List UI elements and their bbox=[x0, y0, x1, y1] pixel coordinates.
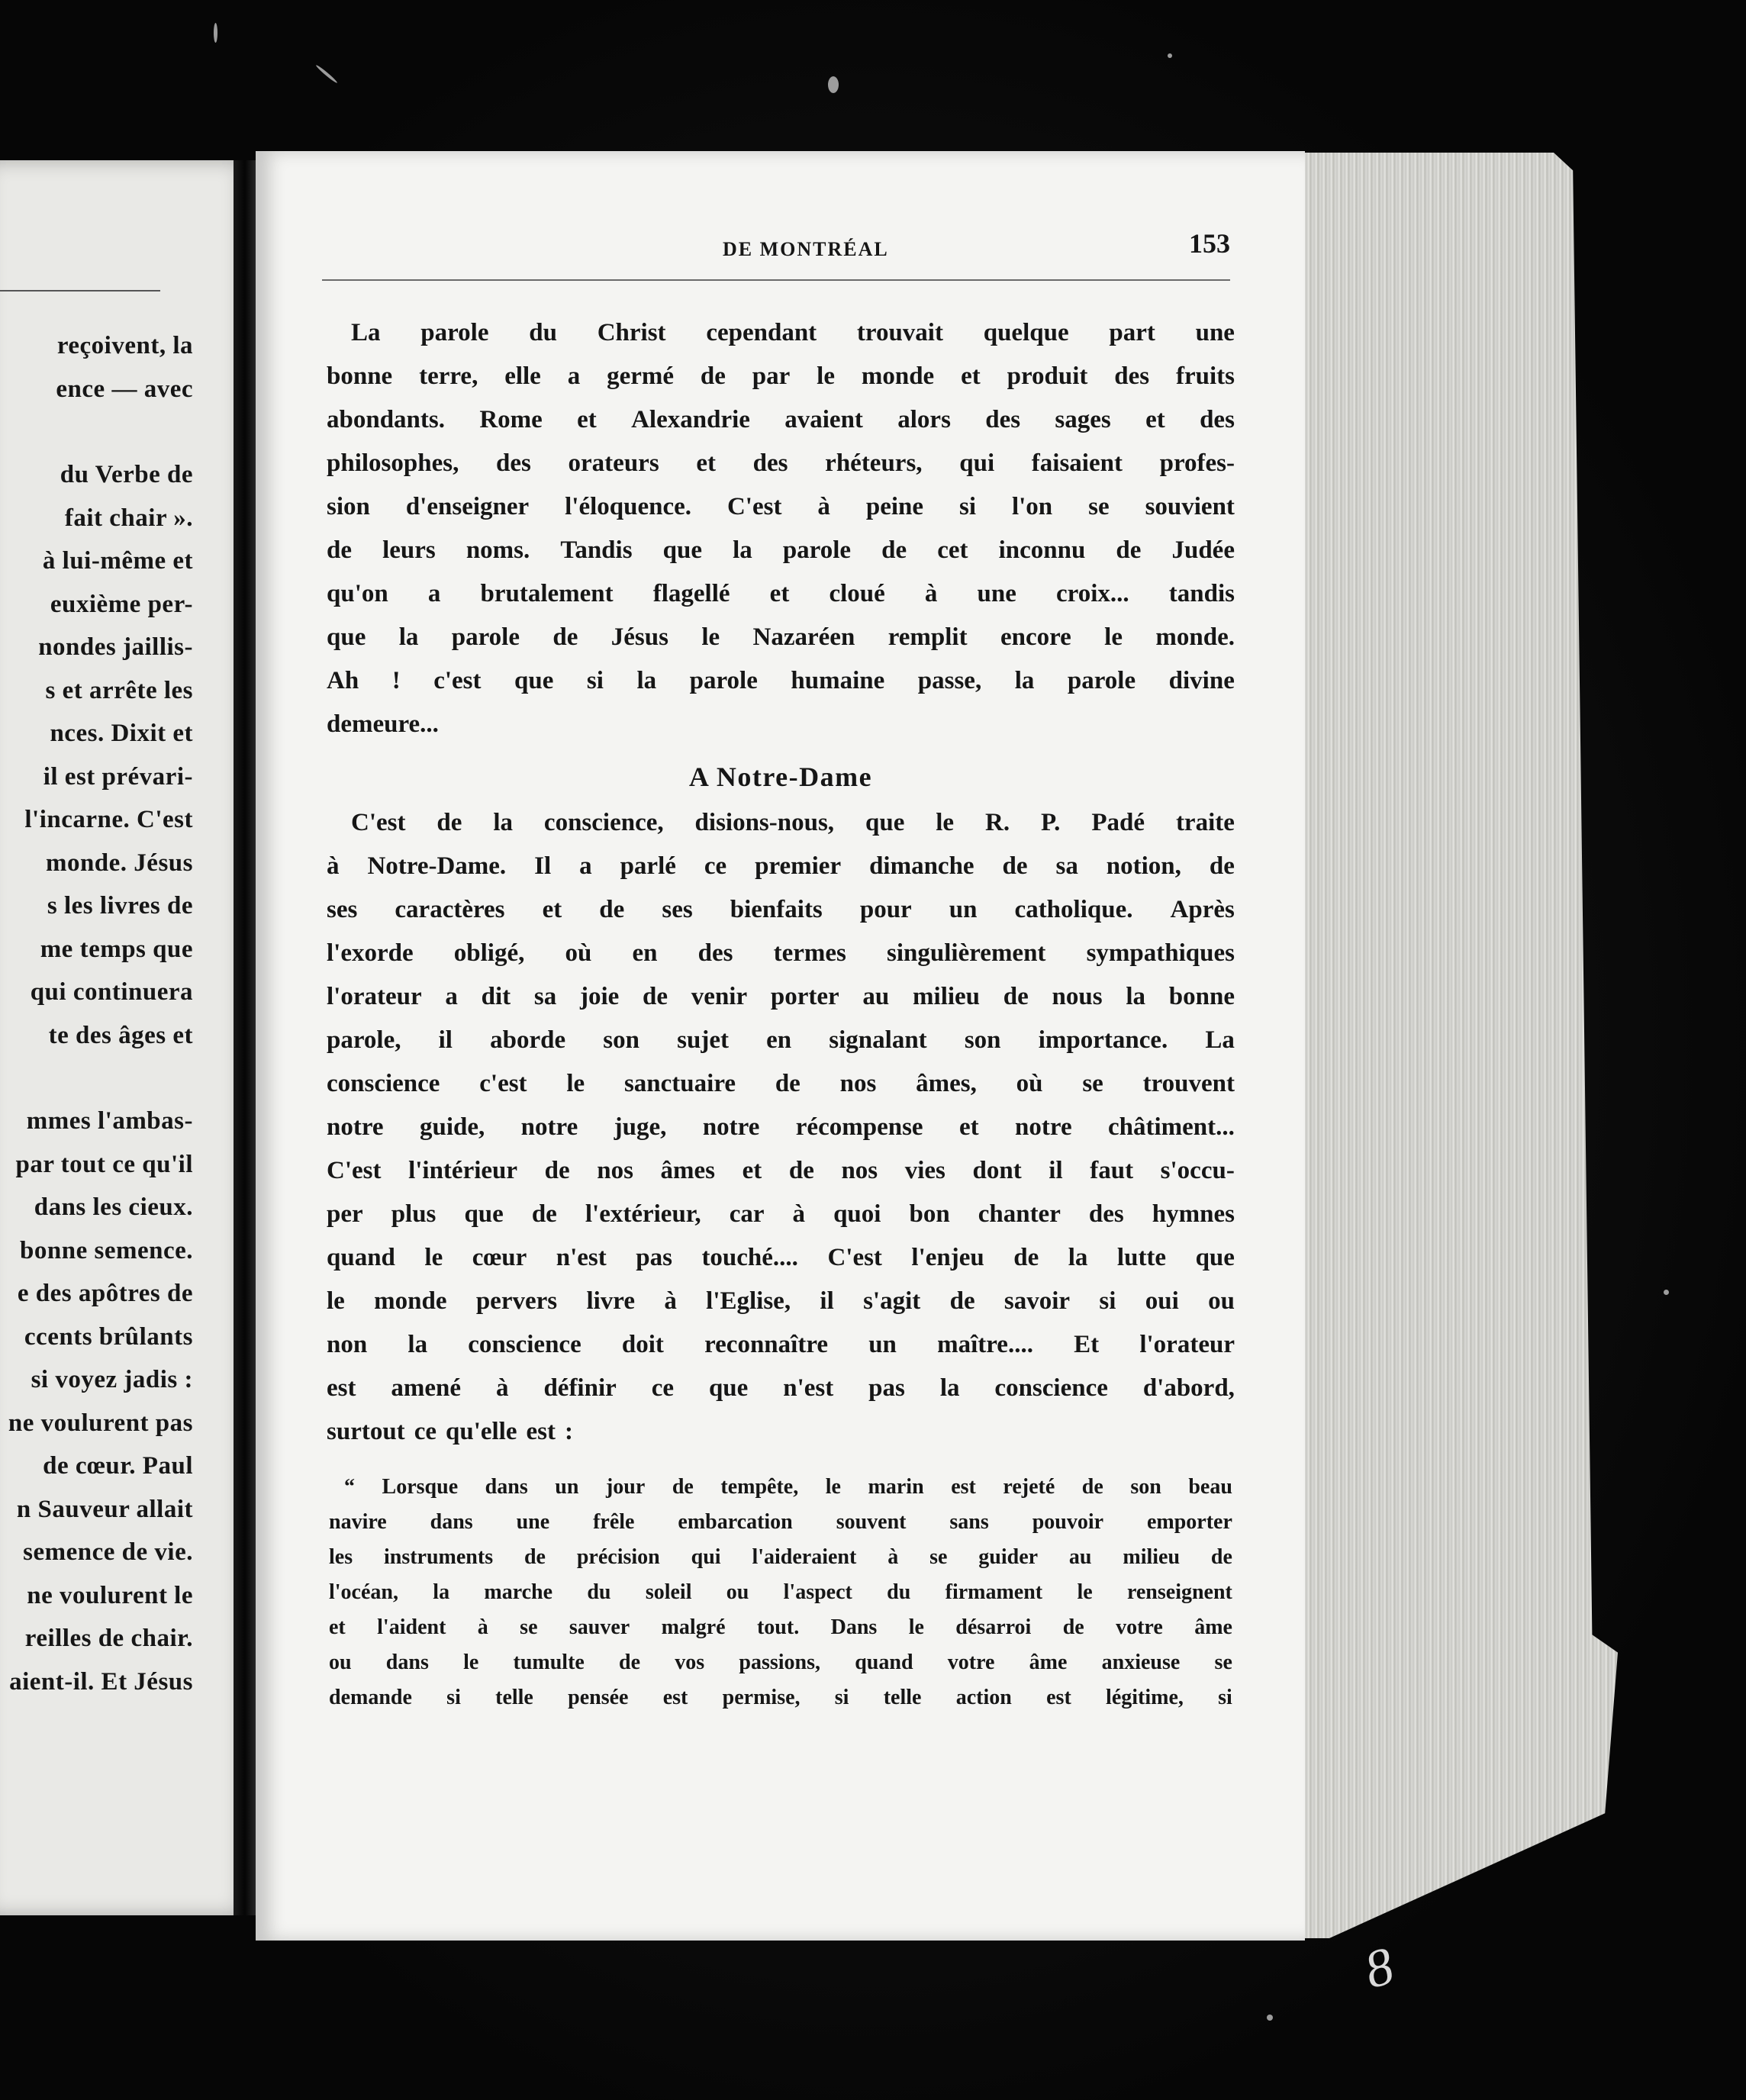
left-text-line bbox=[0, 411, 193, 453]
text-line: La parole du Christ cependant trouvait quelque part une bbox=[351, 319, 1235, 346]
text-line: surtout ce qu'elle est : bbox=[327, 1418, 573, 1445]
section-heading: A Notre-Dame bbox=[688, 762, 873, 792]
text-line: non la conscience doit reconnaître un maître.... Et l'orateur bbox=[327, 1331, 1235, 1358]
left-text-line: s les livres de bbox=[47, 892, 193, 920]
left-text-line: par tout ce qu'il bbox=[15, 1150, 193, 1178]
book-gutter bbox=[234, 160, 256, 1915]
left-text-line: nondes jaillis- bbox=[38, 633, 193, 661]
left-text-line: euxième per- bbox=[50, 590, 193, 618]
right-page bbox=[256, 151, 1305, 1941]
quotation bbox=[329, 1475, 1232, 1721]
text-line: demande si telle pensée est permise, si telle action est légitime, si bbox=[329, 1686, 1232, 1709]
text-line: le monde pervers livre à l'Eglise, il s'agit de savoir si oui ou bbox=[327, 1287, 1235, 1315]
left-text-line: te des âges et bbox=[48, 1021, 193, 1049]
dust-speck bbox=[214, 23, 217, 43]
text-line: Ah ! c'est que si la parole humaine passe, la parole divine bbox=[327, 667, 1235, 694]
text-line: que la parole de Jésus le Nazaréen remplit encore le monde. bbox=[327, 623, 1235, 651]
page-edges bbox=[1297, 153, 1618, 1938]
text-line: ou dans le tumulte de vos passions, quand votre âme anxieuse se bbox=[329, 1651, 1232, 1674]
left-header-rule bbox=[0, 290, 160, 291]
left-page bbox=[0, 160, 256, 1915]
left-text-line: mmes l'ambas- bbox=[26, 1107, 193, 1135]
text-line: les instruments de précision qui l'aideraient à se guider au milieu de bbox=[329, 1545, 1232, 1569]
left-text-line: il est prévari- bbox=[43, 762, 193, 791]
left-text-line: fait chair ». bbox=[64, 504, 193, 532]
paragraph bbox=[327, 809, 1235, 1461]
left-text-line: à lui-même et bbox=[42, 547, 193, 575]
left-text-line: si voyez jadis : bbox=[31, 1366, 193, 1393]
text-line: l'orateur a dit sa joie de venir porter au milieu de nous la bonne bbox=[327, 983, 1235, 1010]
text-line: quand le cœur n'est pas touché.... C'est l'enjeu de la lutte que bbox=[327, 1244, 1235, 1271]
text-line: demeure... bbox=[327, 710, 439, 738]
left-text-line: ne voulurent pas bbox=[8, 1409, 193, 1437]
text-line: conscience c'est le sanctuaire de nos âmes, où se trouvent bbox=[327, 1070, 1235, 1097]
left-text-line bbox=[0, 1057, 193, 1100]
left-text-line: du Verbe de bbox=[60, 461, 193, 488]
left-text-line: qui continuera bbox=[30, 978, 193, 1006]
paragraph bbox=[327, 319, 1235, 754]
body-text bbox=[327, 319, 1235, 1461]
text-line: qu'on a brutalement flagellé et cloué à une croix... tandis bbox=[327, 580, 1235, 607]
left-text-line: de cœur. Paul bbox=[43, 1452, 193, 1480]
text-line: notre guide, notre juge, notre récompense et notre châtiment... bbox=[327, 1113, 1235, 1141]
left-text-line: bonne semence. bbox=[20, 1236, 193, 1264]
dust-speck bbox=[1664, 1290, 1669, 1295]
pencil-mark: 8 bbox=[1358, 1936, 1400, 2001]
dust-speck bbox=[1267, 2015, 1273, 2021]
left-text-line: ccents brûlants bbox=[24, 1322, 193, 1351]
text-line: C'est l'intérieur de nos âmes et de nos vies dont il faut s'occu- bbox=[327, 1157, 1235, 1184]
text-line: per plus que de l'extérieur, car à quoi bon chanter des hymnes bbox=[327, 1200, 1235, 1228]
text-line: sion d'enseigner l'éloquence. C'est à peine si l'on se souvient bbox=[327, 493, 1235, 520]
left-text-line: l'incarne. C'est bbox=[24, 806, 193, 833]
text-line: ses caractères et de ses bienfaits pour un catholique. Après bbox=[327, 896, 1235, 923]
left-text-line: s et arrête les bbox=[45, 676, 193, 704]
text-line: est amené à définir ce que n'est pas la conscience d'abord, bbox=[327, 1374, 1235, 1402]
left-text-line: monde. Jésus bbox=[45, 849, 193, 877]
text-line: parole, il aborde son sujet en signalant son importance. La bbox=[327, 1026, 1235, 1054]
left-text-line: me temps que bbox=[40, 935, 193, 963]
left-text-line: semence de vie. bbox=[23, 1538, 193, 1566]
dust-speck bbox=[828, 76, 839, 93]
left-text-line: reilles de chair. bbox=[24, 1625, 193, 1652]
running-title: DE MONTRÉAL bbox=[723, 238, 889, 260]
text-line: philosophes, des orateurs et des rhéteurs, qui faisaient profes- bbox=[327, 449, 1235, 477]
left-text-line: ne voulurent le bbox=[27, 1581, 193, 1609]
left-text-line: n Sauveur allait bbox=[16, 1495, 193, 1523]
dust-speck bbox=[1168, 53, 1172, 58]
text-line: l'exorde obligé, où en des termes singulièrement sympathiques bbox=[327, 939, 1235, 967]
text-line: à Notre-Dame. Il a parlé ce premier dimanche de sa notion, de bbox=[327, 852, 1235, 880]
text-line: et l'aident à se sauver malgré tout. Dans le désarroi de votre âme bbox=[329, 1615, 1232, 1639]
running-header bbox=[322, 227, 1230, 266]
text-line: abondants. Rome et Alexandrie avaient alors des sages et des bbox=[327, 406, 1235, 433]
left-text-line: aient-il. Et Jésus bbox=[9, 1667, 193, 1696]
left-text-line: ence — avec bbox=[56, 375, 193, 403]
text-line: “ Lorsque dans un jour de tempête, le marin est rejeté de son beau bbox=[344, 1475, 1232, 1499]
left-text-line: e des apôtres de bbox=[17, 1280, 193, 1307]
header-rule bbox=[322, 279, 1230, 281]
left-text-line: reçoivent, la bbox=[56, 332, 193, 359]
text-line: de leurs noms. Tandis que la parole de cet inconnu de Judée bbox=[327, 536, 1235, 564]
text-line: bonne terre, elle a germé de par le monde et produit des fruits bbox=[327, 362, 1235, 390]
left-text-line: nces. Dixit et bbox=[50, 720, 193, 747]
text-line: C'est de la conscience, disions-nous, que le R. P. Padé traite bbox=[351, 809, 1235, 836]
text-line: l'océan, la marche du soleil ou l'aspect du firmament le renseignent bbox=[329, 1580, 1232, 1604]
left-text-line: dans les cieux. bbox=[34, 1193, 193, 1221]
text-line: navire dans une frêle embarcation souvent sans pouvoir emporter bbox=[329, 1510, 1232, 1534]
left-page-text bbox=[0, 324, 193, 1703]
page-number: 153 bbox=[1189, 228, 1230, 259]
